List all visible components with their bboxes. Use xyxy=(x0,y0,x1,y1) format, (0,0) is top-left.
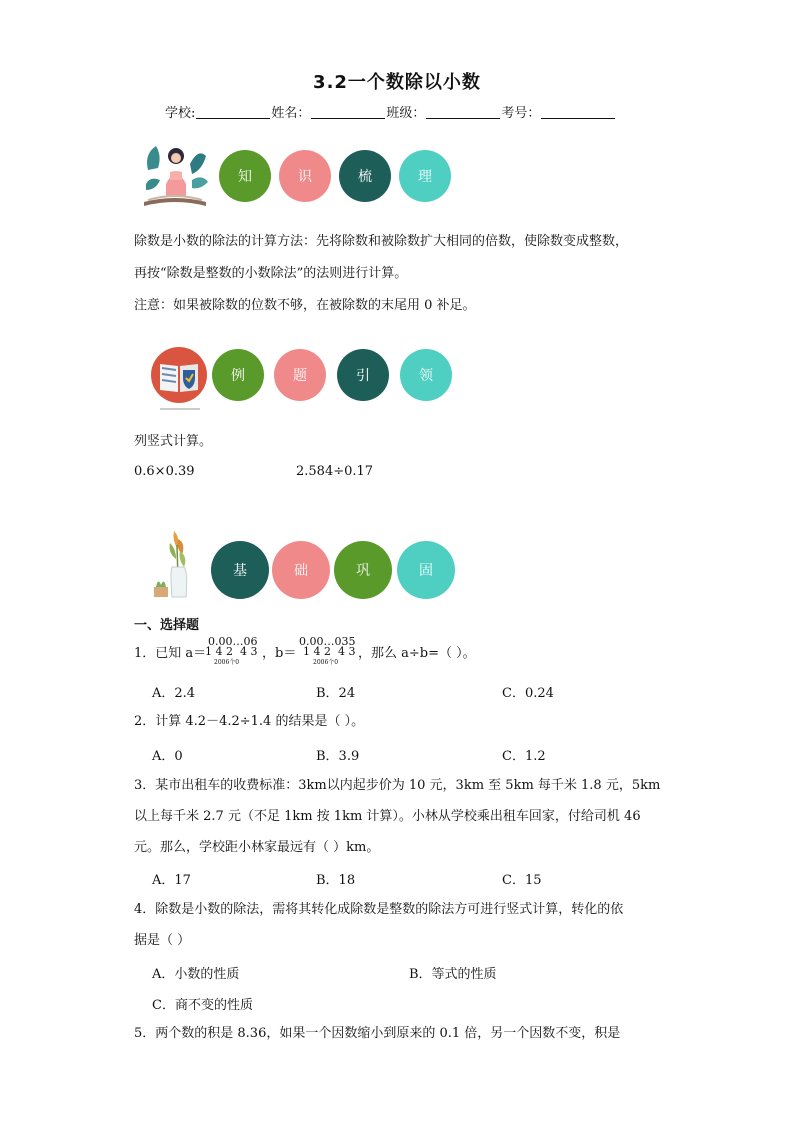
school-blank xyxy=(196,106,270,119)
knowledge-line-1: 除数是小数的除法的计算方法：先将除数和被除数扩大相同的倍数，使除数变成整数， xyxy=(134,234,629,249)
class-blank xyxy=(426,106,500,119)
section-circle-li-example: 例 xyxy=(212,349,264,401)
question-1-option-c[interactable]: C．0.24 xyxy=(502,686,554,701)
section-circle-gong: 巩 xyxy=(334,541,392,599)
question-2-option-b[interactable]: B．3.9 xyxy=(316,749,360,764)
plant-vase-illustration xyxy=(150,527,206,603)
question-3-option-a[interactable]: A．17 xyxy=(152,873,191,888)
name-label: 姓名： xyxy=(271,106,311,121)
knowledge-note: 注意：如果被除数的位数不够，在被除数的末尾用 0 补足。 xyxy=(134,298,476,313)
question-4-option-a[interactable]: A．小数的性质 xyxy=(152,967,240,982)
question-2-option-a[interactable]: A．0 xyxy=(152,749,183,764)
knowledge-line-2: 再按“除数是整数的小数除法”的法则进行计算。 xyxy=(134,266,408,281)
exam-number-label: 考号： xyxy=(501,106,541,121)
question-1-text-a: 1．已知 a＝ xyxy=(134,646,207,661)
question-4-option-c[interactable]: C．商不变的性质 xyxy=(152,998,253,1013)
question-1-fraction-a-mid: 1 4 2 4 3 xyxy=(205,645,258,658)
page-title: 3.2一个数除以小数 xyxy=(313,72,481,93)
question-1-fraction-b-mid: 1 4 2 4 3 xyxy=(303,645,356,658)
question-1-fraction-b-bottom: 2006个0 xyxy=(313,659,339,666)
section-circle-gu: 固 xyxy=(397,541,455,599)
book-shield-icon xyxy=(150,346,208,412)
question-1-fraction-a-bottom: 2006个0 xyxy=(214,659,240,666)
section-circle-shu: 梳 xyxy=(339,150,391,202)
question-5-text: 5．两个数的积是 8.36，如果一个因数缩小到原来的 0.1 倍，另一个因数不变，积是 xyxy=(134,1026,621,1041)
question-2-option-c[interactable]: C．1.2 xyxy=(502,749,546,764)
student-info-line xyxy=(165,102,616,121)
question-3-option-b[interactable]: B．18 xyxy=(316,873,356,888)
question-3-line-2: 以上每千米 2.7 元（不足 1km 按 1km 计算）。小林从学校乘出租车回家，付给司机 46 xyxy=(134,809,641,824)
section-circle-ling: 领 xyxy=(400,349,452,401)
reading-woman-illustration xyxy=(140,140,210,210)
section-circle-ji: 基 xyxy=(211,541,269,599)
section-circle-chu: 础 xyxy=(272,541,330,599)
question-4-line-2: 据是（ ） xyxy=(134,933,191,948)
question-1-option-a[interactable]: A．2.4 xyxy=(152,686,196,701)
question-1-text-c: ，那么 a÷b=（ ）。 xyxy=(358,646,476,661)
question-1-fraction-a-top: 0.00…06 xyxy=(208,635,258,648)
example-heading: 列竖式计算。 xyxy=(134,434,213,449)
question-4-option-b[interactable]: B．等式的性质 xyxy=(409,967,497,982)
question-3-option-c[interactable]: C．15 xyxy=(502,873,542,888)
section-circle-li: 理 xyxy=(399,150,451,202)
section-circle-shi: 识 xyxy=(279,150,331,202)
question-1-option-b[interactable]: B．24 xyxy=(316,686,356,701)
question-1-text-b: ，b＝ xyxy=(262,646,297,661)
question-1-fraction-b-top: 0.00…035 xyxy=(299,635,356,648)
question-4-line-1: 4．除数是小数的除法，需将其转化成除数是整数的除法方可进行竖式计算，转化的依 xyxy=(134,902,624,917)
name-blank xyxy=(311,106,385,119)
question-2-text: 2．计算 4.2－4.2÷1.4 的结果是（ ）。 xyxy=(134,714,365,729)
example-expression-1: 0.6×0.39 xyxy=(134,464,195,479)
section-circle-ti: 题 xyxy=(274,349,326,401)
section-circle-yin: 引 xyxy=(337,349,389,401)
class-label: 班级： xyxy=(386,106,426,121)
example-expression-2: 2.584÷0.17 xyxy=(296,464,374,479)
section-circle-zhi: 知 xyxy=(219,150,271,202)
question-3-line-3: 元。那么，学校距小林家最远有（ ）km。 xyxy=(134,840,380,855)
part-heading: 一、选择题 xyxy=(134,618,200,633)
school-label: 学校: xyxy=(165,106,196,121)
question-3-line-1: 3．某市出租车的收费标准：3km以内起步价为 10 元，3km 至 5km 每千米 1.8 元，5km xyxy=(134,778,661,793)
exam-number-blank xyxy=(541,106,615,119)
